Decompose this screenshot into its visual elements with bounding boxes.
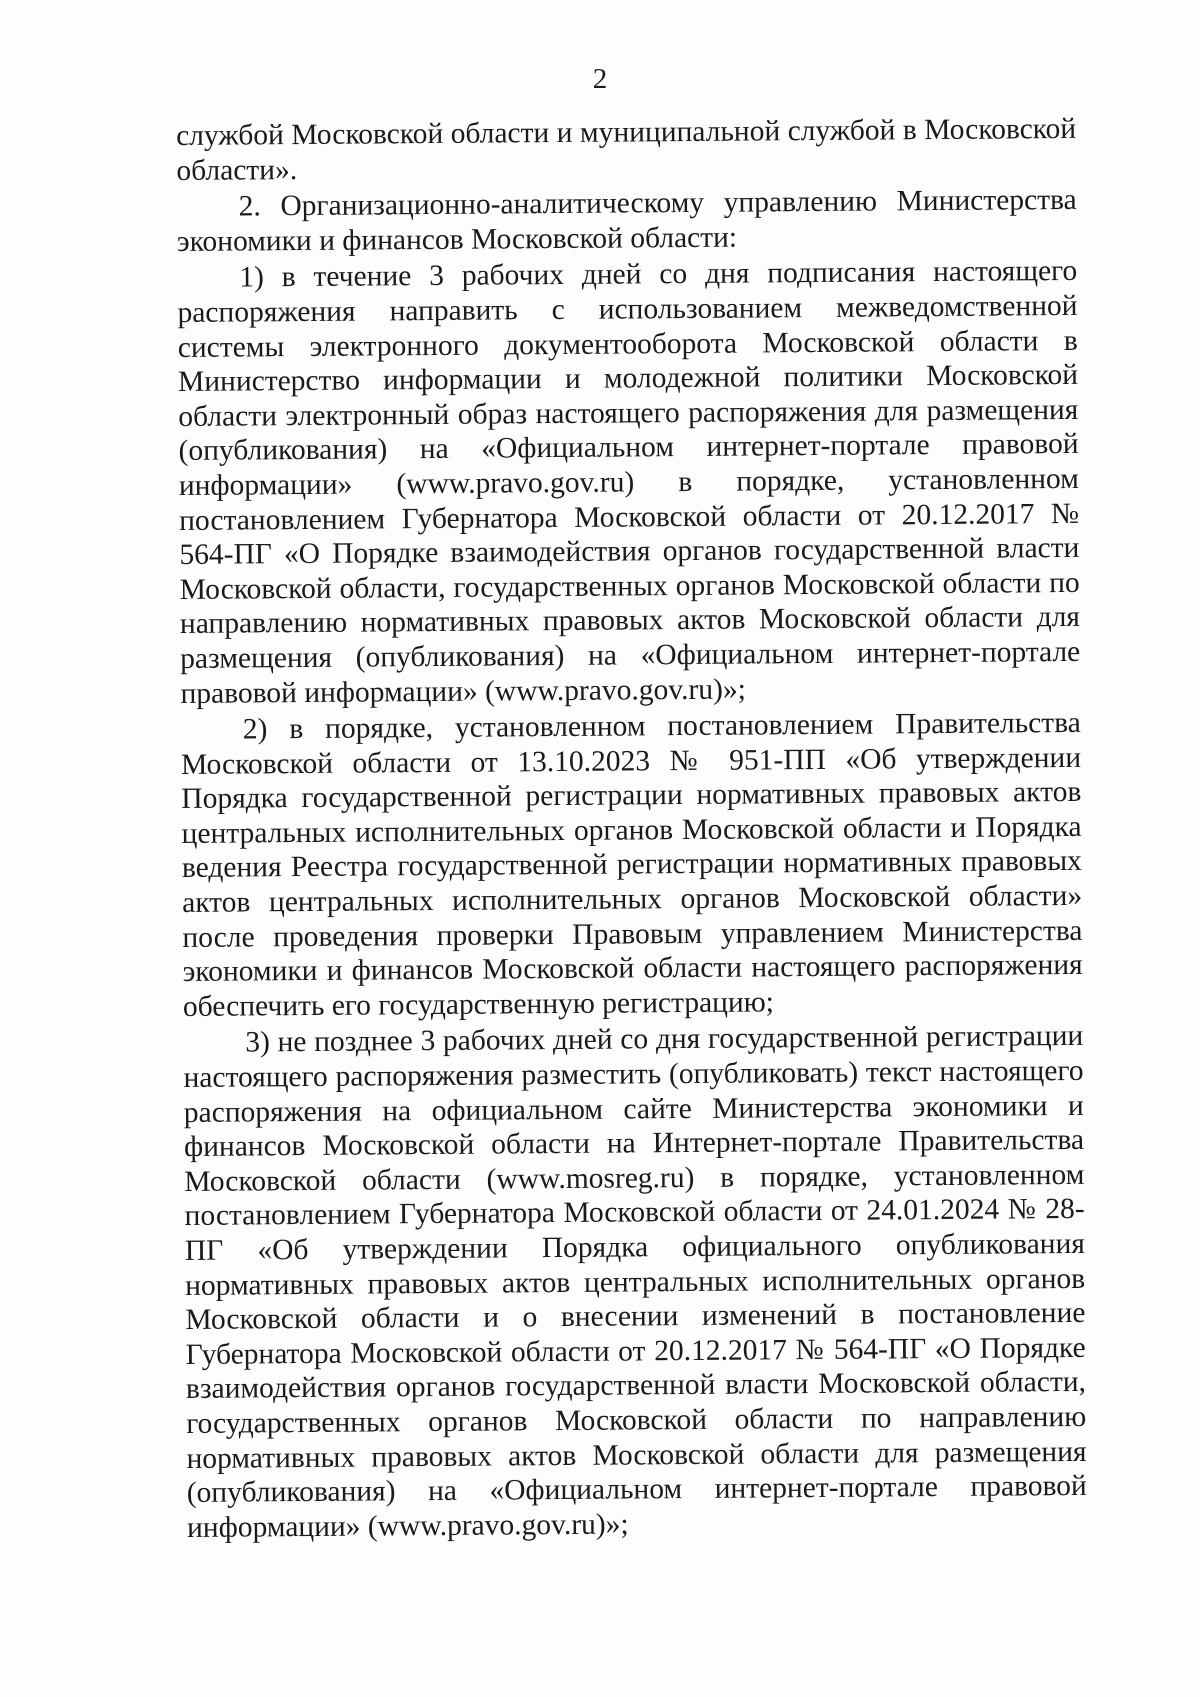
document-body — [176, 112, 1087, 1547]
paragraph-continuation: службой Московской области и муниципальной службой в Московской области». — [176, 112, 1077, 187]
paragraph-subitem-2: 2) в порядке, установленном постановлением Правительства Московской области от 13.10.2023 № 951-ПП «Об утверждении Порядка государственной регистрации нормативных правовых актов центральных исполнительных органов Московской области и Порядка ведения Реестра государственной регистрации нормативных правовых актов центральных исполнительных органов Московской области» после проведения проверки Правовым управлением Министерства экономики и финансов Московской области настоящего распоряжения обеспечить его государственную регистрацию; — [180, 707, 1083, 1023]
paragraph-subitem-3: 3) не позднее 3 рабочих дней со дня государственной регистрации настоящего распоряжения разместить (опубликовать) текст настоящего распоряжения на официальном сайте Министерства экономики и финансов Московской области на Интернет-портале Правительства Московской области (www.mosreg.ru) в порядке, установленном постановлением Губернатора Московской области от 24.01.2024 № 28-ПГ «Об утверждении Порядка официального опубликования нормативных правовых актов центральных исполнительных органов Московской области и о внесении изменений в постановление Губернатора Московской области от 20.12.2017 № 564-ПГ «О Порядке взаимодействия органов государственной власти Московской области, государственных органов Московской области по направлению нормативных правовых актов Московской области для размещения (опубликования) на «Официальном интернет-портале правовой информации» (www.pravo.gov.ru)»; — [183, 1020, 1087, 1544]
paragraph-subitem-1: 1) в течение 3 рабочих дней со дня подписания настоящего распоряжения направить с использованием межведомственной системы электронного документооборота Московской области в Министерство информации и молодежной политики Московской области электронный образ настоящего распоряжения для размещения (опубликования) на «Официальном интернет-портале правовой информации» (www.pravo.gov.ru) в порядке, установленном постановлением Губернатора Московской области от 20.12.2017 № 564-ПГ «О Порядке взаимодействия органов государственной власти Московской области, государственных органов Московской области по направлению нормативных правовых актов Московской области для размещения (опубликования) на «Официальном интернет-портале правовой информации» (www.pravo.gov.ru)»; — [177, 255, 1081, 710]
page-number: 2 — [592, 63, 608, 95]
paragraph-item-2: 2. Организационно-аналитическому управлению Министерства экономики и финансов Московской области: — [176, 184, 1077, 258]
